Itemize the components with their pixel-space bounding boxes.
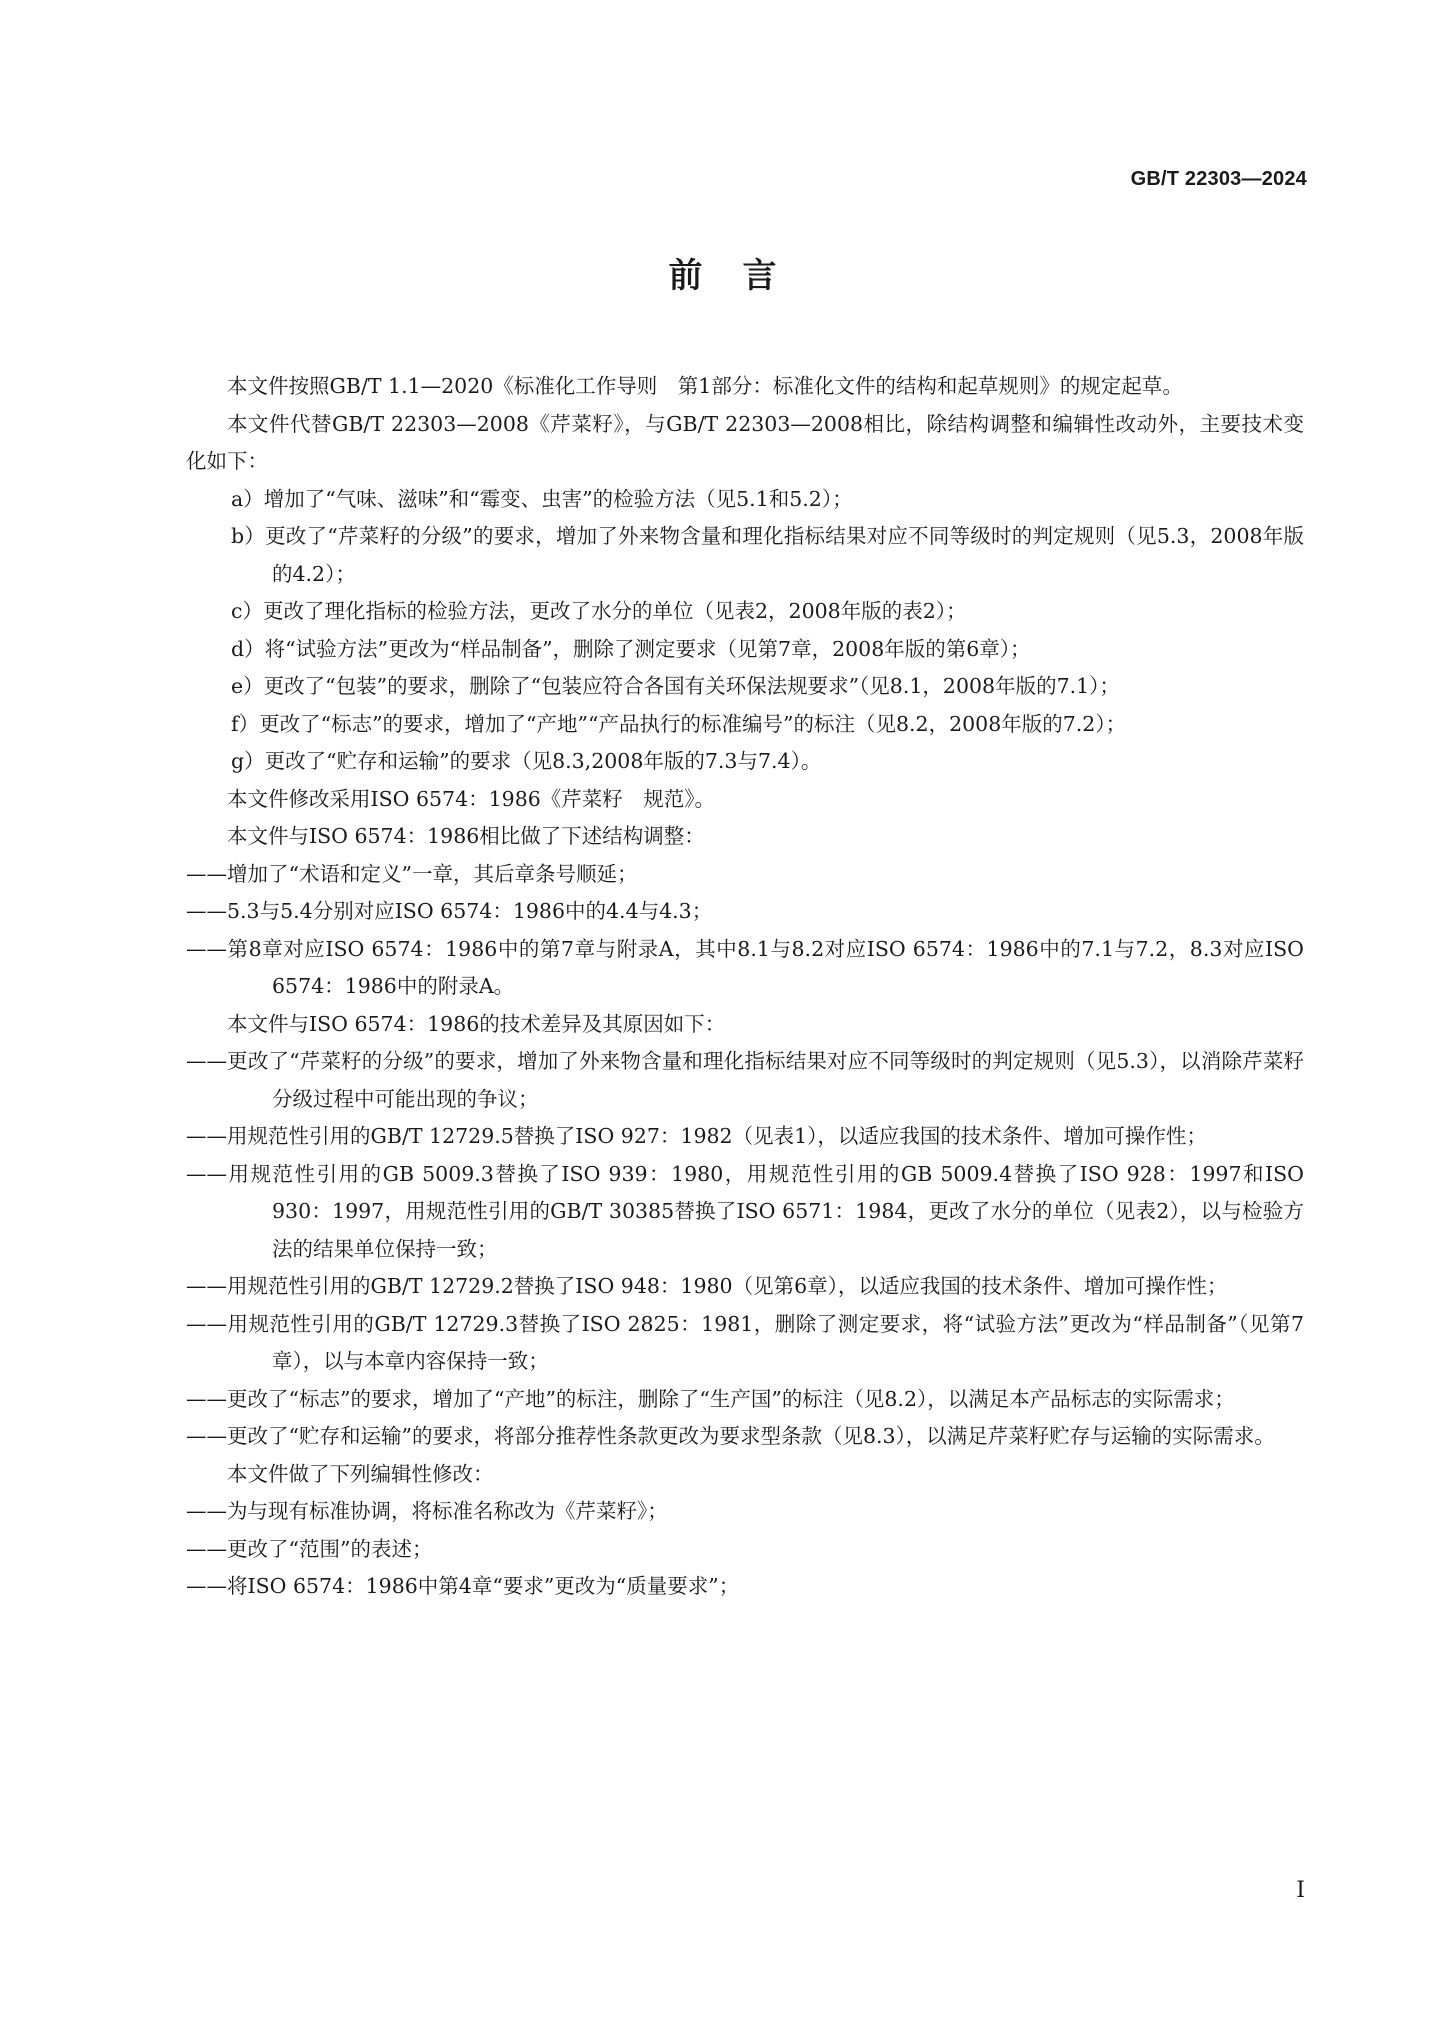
dash-item: ——增加了“术语和定义”一章，其后章条号顺延；: [186, 861, 638, 886]
list-item: c）更改了理化指标的检验方法，更改了水分的单位（见表2，2008年版的表2）；: [231, 599, 967, 623]
dash-item: ——更改了“标志”的要求，增加了“产地”的标注，删除了“生产国”的标注（见8.2），以满足本产品标志的实际需求；: [186, 1386, 1235, 1411]
list-item: d）将“试验方法”更改为“样品制备”，删除了测定要求（见第7章，2008年版的第6章）；: [231, 636, 1031, 661]
dash-item: ——第8章对应ISO 6574：1986中的第7章与附录A，其中8.1与8.2对应ISO 6574：1986中的7.1与7.2，8.3对应ISO 6574：1986中的附录A。: [186, 936, 1304, 998]
paragraph: 本文件修改采用ISO 6574：1986《芹菜籽 规范》。: [227, 786, 716, 811]
page-number: I: [1296, 1878, 1305, 1903]
foreword-heading: 前言: [668, 256, 817, 296]
paragraph: 本文件按照GB/T 1.1—2020《标准化工作导则 第1部分：标准化文件的结构和起草规则》的规定起草。: [227, 374, 1183, 398]
list-item: f）更改了“标志”的要求，增加了“产地”“产品执行的标准编号”的标注（见8.2，2008年版的7.2）；: [231, 711, 1127, 736]
paragraph: 本文件做了下列编辑性修改：: [227, 1461, 494, 1486]
dash-item: ——用规范性引用的GB/T 12729.3替换了ISO 2825：1981，删除了测定要求，将“试验方法”更改为“样品制备”（见第7章），以与本章内容保持一致；: [186, 1311, 1304, 1373]
dash-item: ——更改了“芹菜籽的分级”的要求，增加了外来物含量和理化指标结果对应不同等级时的判定规则（见5.3），以消除芹菜籽分级过程中可能出现的争议；: [186, 1049, 1304, 1111]
dash-item: ——将ISO 6574：1986中第4章“要求”更改为“质量要求”；: [186, 1574, 740, 1598]
paragraph: 本文件与ISO 6574：1986相比做了下述结构调整：: [227, 824, 705, 848]
dash-item: ——5.3与5.4分别对应ISO 6574：1986中的4.4与4.3；: [186, 899, 713, 923]
standard-code: GB/T 22303—2024: [1130, 168, 1307, 190]
dash-item: ——用规范性引用的GB/T 12729.5替换了ISO 927：1982（见表1），以适应我国的技术条件、增加可操作性；: [186, 1124, 1207, 1148]
dash-item: ——更改了“贮存和运输”的要求，将部分推荐性条款更改为要求型条款（见8.3），以满足芹菜籽贮存与运输的实际需求。: [186, 1424, 1275, 1448]
foreword-body: [186, 368, 1304, 1606]
list-item: e）更改了“包装”的要求，删除了“包装应符合各国有关环保法规要求”（见8.1，2008年版的7.1）；: [231, 674, 1120, 698]
list-item: g）更改了“贮存和运输”的要求（见8.3,2008年版的7.3与7.4）。: [231, 749, 822, 773]
dash-item: ——用规范性引用的GB 5009.3替换了ISO 939：1980，用规范性引用的GB 5009.4替换了ISO 928：1997和ISO 930：1997，用规范性引用的GB/T 30385替换了ISO 6571：1984，更改了水分的单位（见表2），以与检验方法的结果单位保持一致；: [186, 1161, 1304, 1261]
dash-item: ——用规范性引用的GB/T 12729.2替换了ISO 948：1980（见第6章），以适应我国的技术条件、增加可操作性；: [186, 1274, 1228, 1298]
dash-item: ——更改了“范围”的表述；: [186, 1536, 433, 1561]
dash-item: ——为与现有标准协调，将标准名称改为《芹菜籽》；: [186, 1499, 668, 1523]
list-item: a）增加了“气味、滋味”和“霉变、虫害”的检验方法（见5.1和5.2）；: [231, 486, 853, 511]
list-item: b）更改了“芹菜籽的分级”的要求，增加了外来物含量和理化指标结果对应不同等级时的判定规则（见5.3，2008年版的4.2）；: [231, 524, 1304, 586]
paragraph: 本文件与ISO 6574：1986的技术差异及其原因如下：: [227, 1011, 726, 1036]
paragraph: 本文件代替GB/T 22303—2008《芹菜籽》，与GB/T 22303—2008相比，除结构调整和编辑性改动外，主要技术变化如下：: [186, 411, 1304, 473]
